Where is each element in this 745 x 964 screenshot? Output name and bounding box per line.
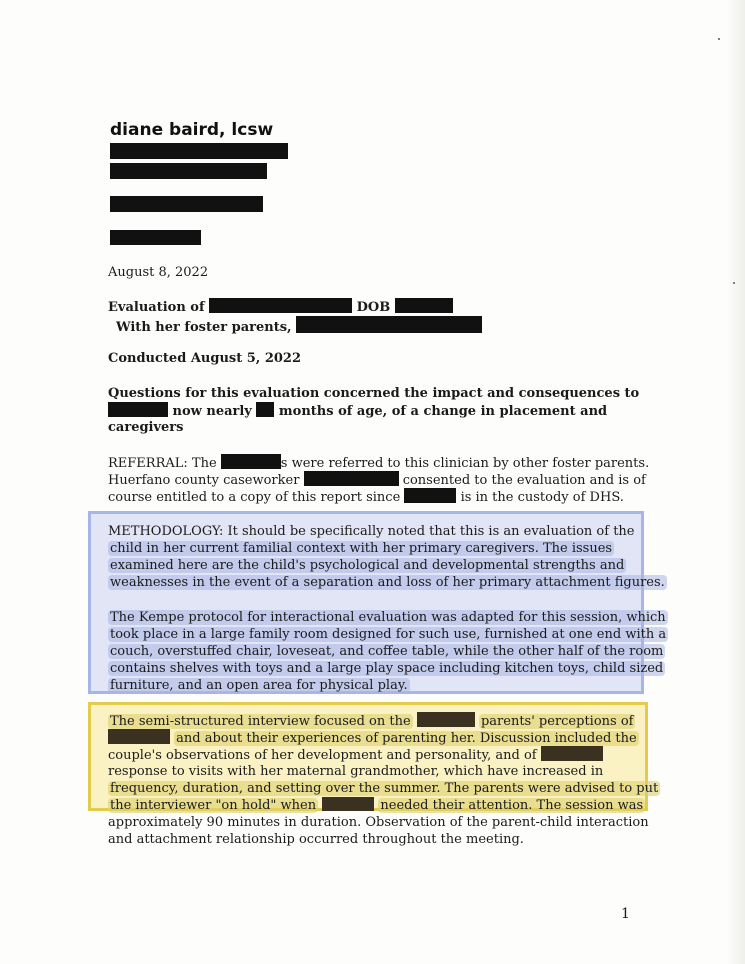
evaluation-line-2: With her foster parents, [116,316,482,336]
methodology-line-3: examined here are the child's psychological and developmental strengths and [110,558,625,573]
redaction-bar [110,196,263,212]
redaction-bar [110,163,267,179]
kempe-line-3: couch, overstuffed chair, loveseat, and coffee table, while the other half of the room [110,644,664,659]
referral-line-2: Huerfano county caseworker consented to the evaluation and is of [108,473,646,488]
referral-line-3: course entitled to a copy of this report since is in the custody of DHS. [108,490,624,505]
interview-line-8: and attachment relationship occurred throughout the meeting. [108,832,524,847]
scan-speck [733,282,735,284]
conducted-date: Conducted August 5, 2022 [108,351,302,366]
redaction-bar [110,143,288,159]
redaction-bar [404,488,456,503]
methodology-line-2: child in her current familial context with her primary caregivers. The issues [110,541,613,556]
methodology-line-1: METHODOLOGY: It should be specifically noted that this is an evaluation of the [108,524,635,539]
referral-line-1: REFERRAL: The s were referred to this clinician by other foster parents. [108,456,650,471]
questions-line-2: now nearly months of age, of a change in placement and [108,402,607,420]
letterhead-name: diane baird, lcsw [110,120,274,140]
page-number: 1 [621,906,630,922]
kempe-line-5: furniture, and an open area for physical play. [110,678,408,693]
interview-line-7: approximately 90 minutes in duration. Observation of the parent-child interaction [108,815,649,830]
kempe-line-1: The Kempe protocol for interactional evaluation was adapted for this session, which [110,610,666,625]
scan-speck [718,38,720,40]
redaction-bar [108,729,170,744]
kempe-line-4: contains shelves with toys and a large play space including kitchen toys, child sized [110,661,664,676]
redaction-bar [417,712,475,727]
scan-edge [727,0,745,964]
redaction-bar [304,471,399,486]
redaction-bar [541,746,603,761]
interview-line-6: the interviewer "on hold" when needed their attention. The session was [110,798,644,813]
redaction-bar [395,298,453,313]
redaction-bar [108,402,168,417]
redaction-bar [221,454,281,469]
evaluation-line-1: Evaluation of DOB [108,298,453,316]
methodology-line-4: weaknesses in the event of a separation and loss of her primary attachment figures. [110,575,665,590]
interview-line-1: The semi-structured interview focused on the parents' perceptions of [110,714,634,729]
redaction-bar [322,797,374,811]
redaction-bar [110,230,201,245]
dob-label: DOB [356,300,391,315]
interview-line-2: and about their experiences of parenting her. Discussion included the [108,729,639,747]
questions-line-3: caregivers [108,420,184,435]
letter-date: August 8, 2022 [108,265,209,280]
redaction-bar [209,298,352,313]
redaction-bar [296,316,482,333]
interview-line-4: response to visits with her maternal grandmother, which have increased in [108,764,604,779]
redaction-bar [256,402,274,417]
interview-line-3: couple's observations of her development and personality, and of [108,746,603,764]
interview-line-5: frequency, duration, and setting over the summer. The parents were advised to put [110,781,659,796]
questions-line-1: Questions for this evaluation concerned the impact and consequences to [108,386,640,401]
kempe-line-2: took place in a large family room designed for such use, furnished at one end with a [110,627,667,642]
